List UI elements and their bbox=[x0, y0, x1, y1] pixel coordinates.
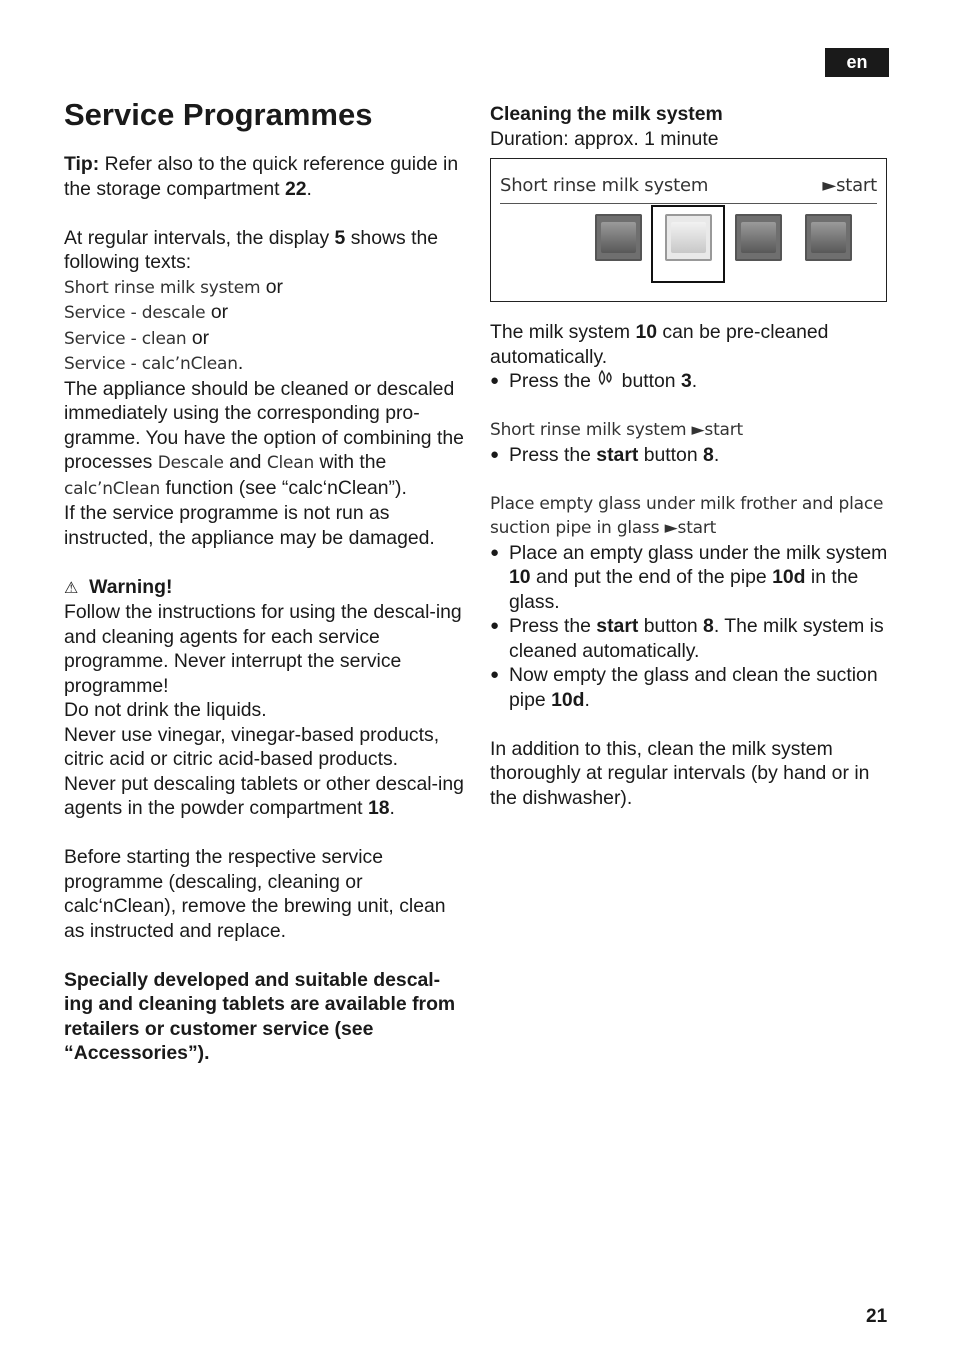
warning4-ref: 18 bbox=[367, 797, 390, 819]
press2-ref: 8 bbox=[703, 443, 714, 466]
list-item bbox=[490, 663, 890, 712]
press-list-2 bbox=[490, 443, 890, 468]
coffee-cup-icon bbox=[805, 214, 852, 261]
warning4-b: . bbox=[389, 797, 395, 819]
notrun-paragraph: If the service programme is not run as instructed, the appliance may be damaged. bbox=[64, 502, 435, 549]
disp-short-rinse: Short rinse milk system bbox=[64, 277, 261, 298]
press1-a: Press the bbox=[509, 370, 597, 392]
warning-text-1: Follow the instructions for using the descal-ing and cleaning agents for each service programme. Never interrupt the service programme! bbox=[64, 601, 462, 697]
milk-drop-icon bbox=[596, 370, 616, 392]
display-illustration bbox=[490, 158, 887, 302]
display-line-1: Short rinse milk system ►start bbox=[490, 420, 744, 440]
warning4-a: Never put descaling tablets or other descal-ing agents in the powder compartment bbox=[64, 772, 464, 819]
step2-b: button bbox=[638, 615, 704, 637]
step1-a: Place an empty glass under the milk system bbox=[509, 541, 888, 564]
press1-ref: 3 bbox=[680, 370, 692, 392]
intervals-text-a: At regular intervals, the display bbox=[64, 226, 335, 249]
display-text-3 bbox=[64, 326, 468, 352]
step3-ref: 10d bbox=[551, 688, 585, 711]
disp-descale-inline: Descale bbox=[157, 453, 224, 473]
step1-c: in the glass. bbox=[509, 566, 859, 613]
step2-bold: start bbox=[596, 615, 639, 637]
disp-clean-inline: Clean bbox=[266, 453, 315, 473]
intervals-text-b: shows the following texts: bbox=[64, 226, 439, 273]
precleaned-ref: 10 bbox=[635, 321, 658, 343]
list-item bbox=[490, 369, 890, 394]
display-text-1 bbox=[64, 275, 468, 301]
display-text-2 bbox=[64, 300, 468, 326]
left-column bbox=[64, 96, 468, 1066]
display-start-text: ►start bbox=[822, 174, 877, 196]
precleaned-a: The milk system bbox=[490, 321, 636, 343]
intervals-ref: 5 bbox=[334, 226, 346, 249]
press1-b: button bbox=[616, 370, 681, 392]
display-top-bar bbox=[500, 167, 877, 204]
disp-clean: Service - clean bbox=[64, 328, 187, 349]
display-icons bbox=[595, 214, 852, 261]
clean-and: and bbox=[223, 451, 267, 473]
special-paragraph: Specially developed and suitable descal-ing and cleaning tablets are available from retailers or customer service (see “Accessories”). bbox=[64, 968, 456, 1064]
hot-water-icon bbox=[735, 214, 782, 261]
press2-a: Press the bbox=[509, 443, 597, 466]
step1-b: and put the end of the pipe bbox=[530, 566, 773, 588]
press2-b: button bbox=[638, 443, 704, 466]
milk-glass-icon bbox=[665, 214, 712, 261]
step1-ref2: 10d bbox=[772, 566, 806, 588]
press2-bold: start bbox=[596, 443, 639, 466]
disp-calc-inline: calc’nClean bbox=[64, 478, 161, 499]
right-column bbox=[490, 102, 890, 810]
step3-b: . bbox=[584, 688, 590, 711]
warning-icon: ⚠ bbox=[64, 577, 79, 597]
list-item bbox=[490, 541, 890, 615]
section-heading: Cleaning the milk system bbox=[490, 103, 723, 125]
step2-c: . The milk system is cleaned automatically. bbox=[509, 615, 884, 662]
display-programme-text: Short rinse milk system bbox=[500, 174, 709, 196]
warning-heading bbox=[64, 575, 468, 601]
warning-label: Warning! bbox=[89, 575, 173, 598]
press1-c: . bbox=[691, 370, 698, 392]
display-line-2: Place empty glass under milk frother and place suction pipe in glass ►start bbox=[490, 493, 884, 538]
language-tab: en bbox=[825, 48, 889, 77]
or-word: or bbox=[186, 326, 210, 349]
period: . bbox=[237, 352, 244, 374]
or-word: or bbox=[260, 275, 283, 298]
intervals-paragraph bbox=[64, 226, 468, 275]
tip-label: Tip: bbox=[64, 153, 100, 175]
disp-descale: Service - descale bbox=[64, 303, 206, 323]
list-item bbox=[490, 443, 890, 468]
press2-c: . bbox=[713, 443, 720, 466]
tip-text: Refer also to the quick reference guide in the storage compartment bbox=[64, 153, 459, 200]
or-word: or bbox=[205, 301, 229, 323]
tip-end: . bbox=[306, 177, 312, 200]
addition-paragraph: In addition to this, clean the milk system thoroughly at regular intervals (by hand or in the dishwasher). bbox=[490, 737, 870, 809]
clean-paragraph bbox=[64, 377, 468, 502]
clean-with: with the bbox=[314, 451, 387, 473]
step3-a: Now empty the glass and clean the suction pipe bbox=[509, 664, 878, 711]
page-title: Service Programmes bbox=[64, 97, 373, 132]
press-list-1 bbox=[490, 369, 890, 394]
coffee-beans-icon bbox=[595, 214, 642, 261]
duration-text: Duration: approx. 1 minute bbox=[490, 127, 719, 150]
steps-list bbox=[490, 541, 890, 713]
before-paragraph: Before starting the respective service programme (descaling, cleaning or calc‘nClean), remove the brewing unit, clean as instructed and replace. bbox=[64, 846, 446, 942]
warning-text-3: Never use vinegar, vinegar-based products, citric acid or citric acid-based products. bbox=[64, 723, 440, 770]
precleaned-b: can be pre-cleaned automatically. bbox=[490, 321, 829, 368]
precleaned-paragraph bbox=[490, 320, 890, 369]
list-item bbox=[490, 614, 890, 663]
tip-ref: 22 bbox=[284, 177, 307, 200]
step2-ref: 8 bbox=[703, 615, 714, 637]
warning-text-2: Do not drink the liquids. bbox=[64, 699, 267, 721]
clean-text-a: The appliance should be cleaned or descaled immediately using the corresponding pro-gramme. You have the option of combining the processes bbox=[64, 377, 464, 473]
step1-ref: 10 bbox=[509, 566, 531, 588]
clean-text-b: function (see “calc‘nClean”). bbox=[160, 476, 407, 499]
page-number: 21 bbox=[866, 1306, 888, 1327]
tip-paragraph bbox=[64, 152, 468, 201]
warning-text-4 bbox=[64, 772, 468, 821]
display-text-4 bbox=[64, 351, 468, 377]
step2-a: Press the bbox=[509, 615, 597, 637]
disp-calcnclean: Service - calc’nClean bbox=[64, 354, 238, 374]
